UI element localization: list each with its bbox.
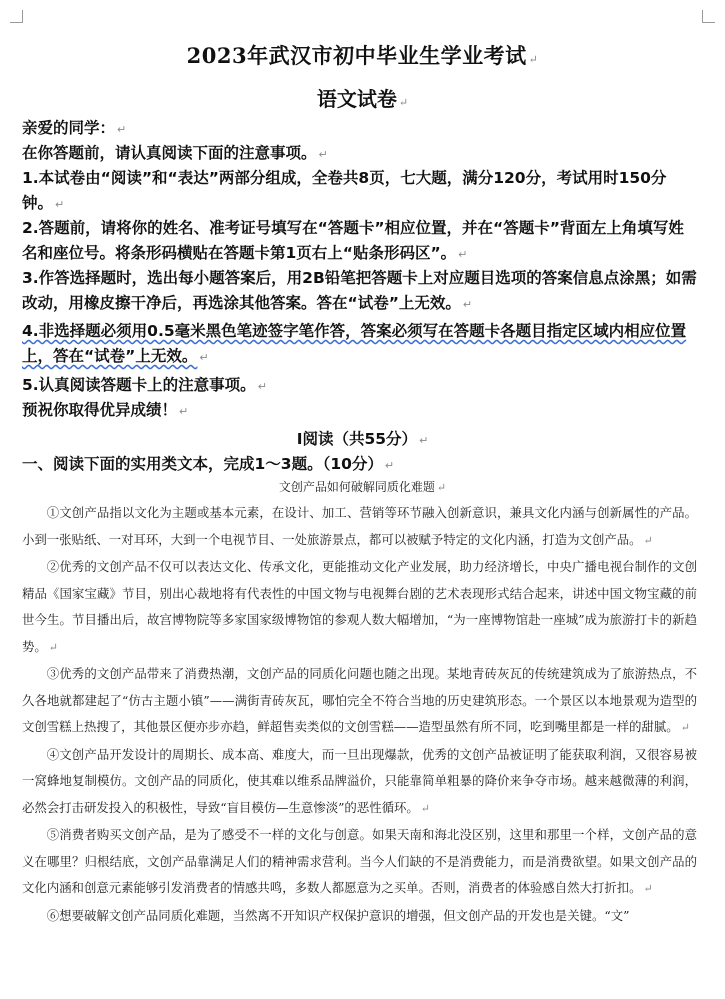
notice-item: 3.作答选择题时，选出每小题答案后，用2B铅笔把答题卡上对应题目选项的答案信息点涂黑；如需改动，用橡皮擦干净后，再选涂其他答案。答在“试卷”上无效。 ↵ (22, 269, 697, 312)
notice-item: 5.认真阅读答题卡上的注意事项。 ↵ (22, 376, 267, 394)
section-title: Ⅰ阅读（共55分） ↵ (296, 430, 429, 448)
paragraph-mark-icon: ↵ (199, 351, 209, 364)
paragraph-mark-icon: ↵ (318, 148, 328, 161)
paragraph-mark-icon: ↵ (398, 96, 409, 109)
paragraph-mark-icon: ↵ (462, 298, 473, 311)
notice-item: 1.本试卷由“阅读”和“表达”两部分组成，全卷共8页，七大题，满分120分，考试用时150分钟。 ↵ (22, 169, 667, 212)
article-paragraph: ⑥想要破解文创产品同质化难题，当然离不开知识产权保护意识的增强，但文创产品的开发也是关键。“文” (46, 907, 630, 923)
article-paragraph: ②优秀的文创产品不仅可以表达文化、传承文化，更能推动文化产业发展，助力经济增长，中央广播电视台制作的文创精品《国家宝藏》节目，别出心裁地将有代表性的中国文物与电视舞台剧的艺术表现形式结合起来，讲述中国文物宝藏的前世今生。节目播出后，故宫博物院等多家国家级博物馆的参观人数大幅增加，“为一座博物馆赴一座城”成为旅游打卡的新趋势。 ↵ (22, 559, 697, 654)
paragraph-mark-icon: ↵ (680, 721, 690, 734)
article-paragraph: ④文创产品开发设计的周期长、成本高、难度大，而一旦出现爆款，优秀的文创产品被证明了能获取利润，又很容易被一窝蜂地复制模仿。文创产品的同质化，使其难以维系品牌溢价，只能靠简单粗暴的降价来争夺市场。越来越微薄的利润，必然会打击研发投入的积极性，导致“盲目模仿—生意惨淡”的恶性循环。 ↵ (22, 746, 697, 815)
paragraph-mark-icon: ↵ (643, 533, 653, 547)
article-body (22, 500, 697, 929)
paragraph-mark-icon: ↵ (117, 123, 127, 136)
paragraph-mark-icon: ↵ (458, 248, 468, 261)
article-title: 文创产品如何破解同质化难题 ↵ (278, 480, 447, 494)
notice-item: 4.非选择题必须用0.5毫米黑色笔迹签字笔作答，答案必须写在答题卡各题目指定区域内相应位置上，答在“试卷”上无效。 ↵ (22, 322, 687, 365)
paragraph-mark-icon: ↵ (384, 459, 395, 472)
notice-wish: 预祝你取得优异成绩！ ↵ (22, 401, 189, 419)
paragraph-mark-icon: ↵ (643, 882, 653, 895)
question-group-heading: 一、阅读下面的实用类文本，完成1～3题。（10分） ↵ (22, 455, 395, 473)
paragraph-mark-icon: ↵ (55, 198, 65, 211)
crop-mark-top-right (702, 10, 715, 23)
crop-mark-top-left (10, 10, 23, 23)
paragraph-mark-icon: ↵ (179, 405, 189, 418)
paragraph-mark-icon: ↵ (528, 53, 539, 66)
exam-subtitle: 语文试卷 ↵ (316, 87, 409, 111)
paragraph-mark-icon: ↵ (257, 380, 267, 393)
notice-intro: 在你答题前，请认真阅读下面的注意事项。 ↵ (22, 144, 328, 162)
paragraph-mark-icon: ↵ (420, 801, 430, 815)
notice-item: 2.答题前，请将你的姓名、准考证号填写在“答题卡”相应位置，并在“答题卡”背面左上角填写姓名和座位号。将条形码横贴在答题卡第1页右上“贴条形码区”。 ↵ (22, 219, 684, 262)
exam-title: 2023年武汉市初中毕业生学业考试 ↵ (186, 43, 539, 68)
article-paragraph: ③优秀的文创产品带来了消费热潮，文创产品的同质化问题也随之出现。某地青砖灰瓦的传统建筑成为了旅游热点，不久各地就都建起了“仿古主题小镇”——满街青砖灰瓦，哪怕完全不符合当地的历史建筑形态。一个景区以本地景观为造型的文创雪糕上热搜了，其他景区便亦步亦趋，鲜超售卖类似的文创雪糕——造型虽然有所不同，吃到嘴里都是一样的甜腻。 ↵ (22, 666, 697, 734)
article-paragraph: ⑤消费者购买文创产品，是为了感受不一样的文化与创意。如果天南和海北没区别，这里和那里一个样，文创产品的意义在哪里？归根结底，文创产品靠满足人们的精神需求营利。当今人们缺的不是消费能力，而是消费欲望。如果文创产品的文化内涵和创意元素能够引发消费者的情感共鸣，多数人都愿意为之买单。否则，消费者的体验感自然大打折扣。 ↵ (22, 827, 697, 895)
paragraph-mark-icon: ↵ (419, 434, 429, 447)
article-paragraph: ①文创产品指以文化为主题或基本元素，在设计、加工、营销等环节融入创新意识，兼具文化内涵与创新属性的产品。小到一张贴纸、一对耳环，大到一个电视节目、一处旅游景点，都可以被赋予特定的文化内涵，打造为文创产品。 ↵ (22, 505, 697, 547)
paragraph-mark-icon: ↵ (436, 481, 447, 494)
paragraph-mark-icon: ↵ (48, 640, 58, 654)
notice-greeting: 亲爱的同学： ↵ (22, 119, 127, 137)
